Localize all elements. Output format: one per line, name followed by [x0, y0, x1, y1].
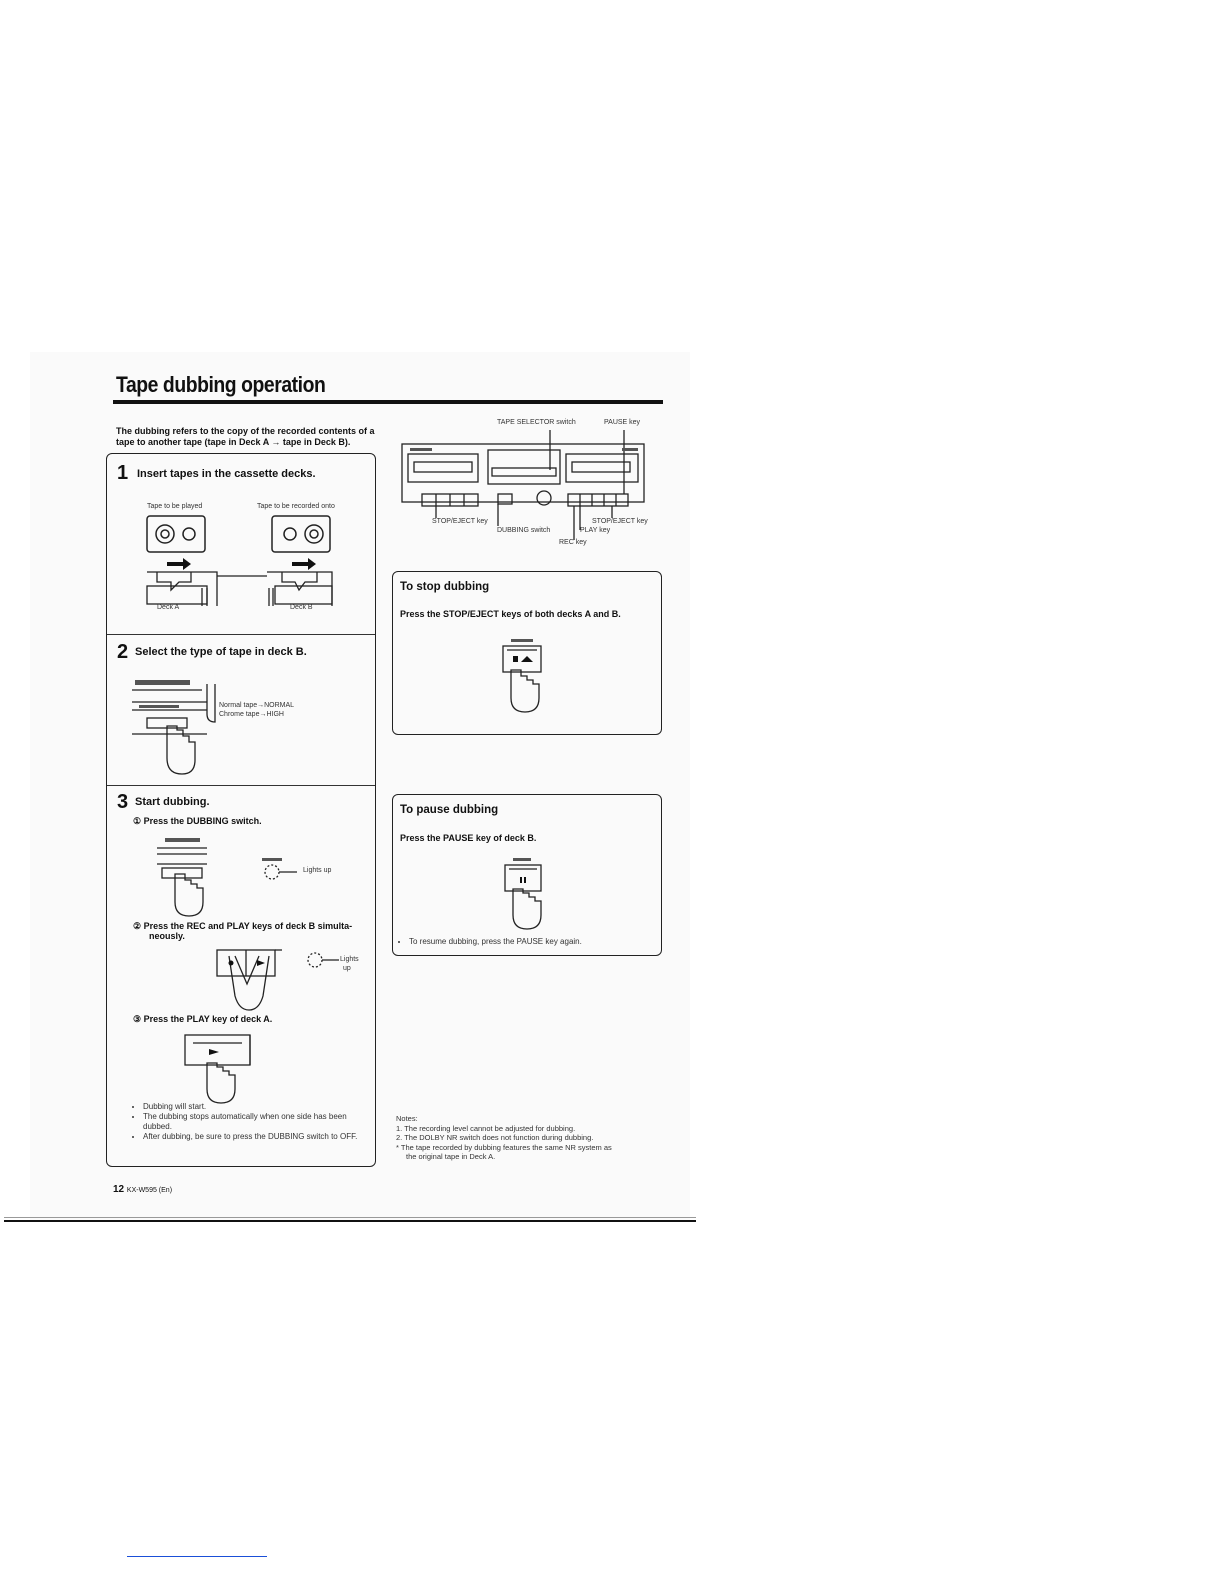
- bullet-item: • Dubbing will start.: [143, 1102, 373, 1112]
- notes-section: [396, 1114, 686, 1162]
- chrome-tape-label: Chrome tape→HIGH: [219, 711, 284, 718]
- lights-up-label-2b: up: [343, 965, 351, 972]
- dubbing-switch-label: DUBBING switch: [497, 527, 551, 534]
- stop-eject-key-illustration: [393, 634, 661, 734]
- tape-selector-label: TAPE SELECTOR switch: [497, 419, 576, 426]
- bottom-link-underline: [127, 1556, 267, 1557]
- pause-key-label: PAUSE key: [604, 419, 641, 426]
- page-title: Tape dubbing operation: [116, 372, 326, 397]
- bottom-rule: [4, 1220, 696, 1222]
- step-1-heading: Insert tapes in the cassette decks.: [137, 468, 316, 480]
- stop-dubbing-box: [392, 571, 662, 735]
- pause-dubbing-text: Press the PAUSE key of deck B.: [400, 833, 537, 843]
- step-3-heading: Start dubbing.: [135, 796, 210, 808]
- dubbing-switch-illustration: [107, 830, 375, 920]
- stop-dubbing-heading: To stop dubbing: [400, 581, 490, 593]
- substep-1: ① Press the DUBBING switch.: [133, 816, 262, 826]
- page-footer: [113, 1184, 172, 1195]
- tape-selector-illustration: [107, 674, 375, 794]
- stop-eject-right-label: STOP/EJECT key: [592, 518, 648, 525]
- lights-up-label-2: Lights: [340, 956, 359, 963]
- bullet-item: • After dubbing, be sure to press the DUBBING switch to OFF.: [143, 1132, 373, 1142]
- title-rule: [113, 400, 663, 404]
- tape-played-label: Tape to be played: [147, 503, 203, 510]
- notes-title: Notes:: [396, 1114, 418, 1123]
- page-number: 12: [113, 1184, 125, 1195]
- pause-dubbing-box: [392, 794, 662, 956]
- stop-dubbing-text: Press the STOP/EJECT keys of both decks A and B.: [400, 609, 621, 619]
- step-3-number: 3: [117, 791, 129, 813]
- model-label: KX-W595 (En): [126, 1187, 173, 1194]
- note-item: the original tape in Deck A.: [406, 1152, 496, 1161]
- rec-play-keys-illustration: [107, 944, 375, 1014]
- step-2-number: 2: [117, 641, 129, 663]
- note-item: 1. The recording level cannot be adjusted for dubbing.: [396, 1123, 576, 1133]
- deck-a-label: Deck A: [157, 604, 180, 611]
- play-key-label: PLAY key: [580, 527, 611, 534]
- normal-tape-label: Normal tape→NORMAL: [219, 702, 295, 709]
- step-divider: [107, 785, 375, 786]
- note-item: * The tape recorded by dubbing features the same NR system as: [396, 1142, 612, 1152]
- steps-panel: [106, 453, 376, 1167]
- note-item: 2. The DOLBY NR switch does not function during dubbing.: [396, 1133, 594, 1142]
- pause-key-illustration: [393, 853, 661, 943]
- tape-recorded-label: Tape to be recorded onto: [257, 503, 335, 510]
- bullet-item: • To resume dubbing, press the PAUSE key again.: [409, 937, 669, 947]
- substep-2-cont: neously.: [149, 931, 185, 941]
- step-divider: [107, 634, 375, 635]
- play-key-illustration: [107, 1029, 375, 1104]
- rec-key-label: REC key: [559, 539, 587, 546]
- stop-eject-left-label: STOP/EJECT key: [432, 518, 488, 525]
- pause-dubbing-heading: To pause dubbing: [400, 804, 499, 816]
- bullet-item: • The dubbing stops automatically when one side has been dubbed.: [143, 1112, 373, 1132]
- step-2-heading: Select the type of tape in deck B.: [135, 646, 307, 658]
- substep-3: ③ Press the PLAY key of deck A.: [133, 1014, 273, 1024]
- bottom-thin-rule: [4, 1217, 696, 1218]
- cassette-insert-illustration: [107, 454, 375, 634]
- deck-b-label: Deck B: [290, 604, 313, 611]
- pause-bullets: [393, 937, 669, 947]
- substep-2: ② Press the REC and PLAY keys of deck B simulta-: [133, 921, 353, 931]
- lights-up-label-1: Lights up: [303, 867, 332, 874]
- intro-text: The dubbing refers to the copy of the recorded contents of a tape to another tape (tape in Deck A → tape in Deck B).: [116, 426, 375, 447]
- step-3-bullets: [127, 1102, 373, 1142]
- step-1-number: 1: [117, 462, 129, 484]
